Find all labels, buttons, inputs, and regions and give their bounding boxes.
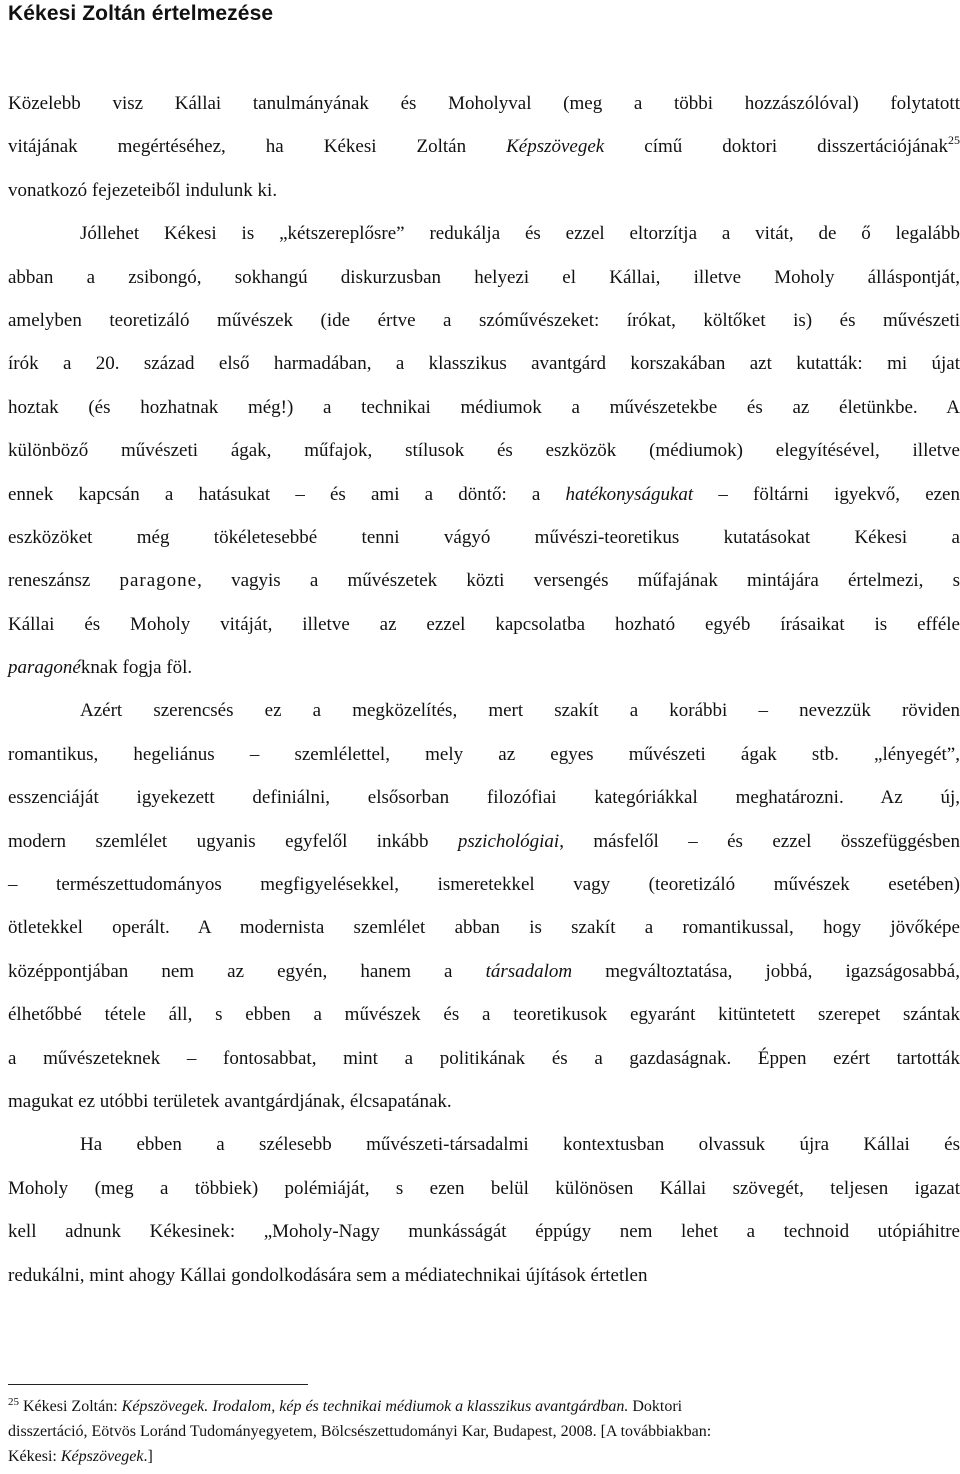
text-run: ennek kapcsán a hatásukat – és ami a döntő: a — [8, 483, 566, 505]
text-line — [8, 1444, 960, 1469]
footnote-separator — [8, 1384, 308, 1385]
text-run: romantikus, hegeliánus – szemlélettel, mely az egyes művészeti ágak stb. „lényegét”, — [8, 743, 960, 765]
text-run: eszközöket még tökéletesebbé tenni vágyó művészi-teoretikus kutatásokat Kékesi a — [8, 526, 960, 548]
italic-text: Képszövegek. Irodalom, kép és technikai médiumok a klasszikus avantgárdban. — [121, 1398, 629, 1415]
text-run: című doktori disszertációjának — [604, 136, 948, 158]
text-run: a művészeteknek – fontosabbat, mint a politikának és a gazdaságnak. Éppen ezért tartották — [8, 1047, 960, 1069]
text-run: , vagyis a művészetek közti versengés műfajának mintájára értelmezi, s — [197, 570, 960, 592]
text-run: magukat ez utóbbi területek avantgárdjának, élcsapatának. — [8, 1090, 452, 1112]
text-run: , másfelől – és ezzel összefüggésben — [559, 830, 960, 852]
text-line — [8, 342, 960, 385]
text-line — [8, 516, 960, 559]
page-title: Kékesi Zoltán értelmezése — [8, 2, 274, 25]
text-line — [8, 169, 960, 212]
italic-text: paragoné — [8, 657, 81, 679]
text-line — [8, 299, 960, 342]
text-line — [8, 1167, 960, 1210]
text-run: reneszánsz — [8, 570, 120, 592]
text-line — [8, 559, 960, 602]
text-run: abban a zsibongó, sokhangú diskurzusban helyezi el Kállai, illetve Moholy álláspontját, — [8, 266, 960, 288]
text-line — [8, 603, 960, 646]
text-line — [8, 993, 960, 1036]
main-text — [8, 82, 960, 1297]
text-line — [8, 429, 960, 472]
text-run: – természettudományos megfigyelésekkel, ismeretekkel vagy (teoretizáló művészek esetében) — [8, 874, 960, 896]
italic-text: hatékonyságukat — [565, 483, 694, 505]
text-line — [8, 212, 960, 255]
text-run: – föltárni igyekvő, ezen — [693, 483, 960, 505]
text-run: knak fogja föl. — [80, 657, 193, 679]
text-line — [8, 1254, 960, 1297]
text-run: esszenciáját igyekezett definiálni, elsősorban filozófiai kategóriákkal meghatározni. Az új, — [8, 787, 960, 809]
italic-text: pszichológiai — [457, 830, 560, 852]
italic-text: társadalom — [485, 960, 573, 982]
italic-text: Képszövegek — [60, 1448, 144, 1465]
text-line — [8, 386, 960, 429]
text-line — [8, 906, 960, 949]
text-run: középpontjában nem az egyén, hanem a — [8, 960, 486, 982]
footnote-marker: 25 — [8, 1396, 19, 1408]
text-run: Moholy (meg a többiek) polémiáját, s ezen belül különösen Kállai szövegét, teljesen igazat — [8, 1177, 960, 1199]
text-run: vitájának megértéséhez, ha Kékesi Zoltán — [8, 136, 507, 158]
text-run: amelyben teoretizáló művészek (ide értve a szóművészeket: írókat, költőket is) és művészeti — [8, 309, 960, 331]
text-run: különböző művészeti ágak, műfajok, stílusok és eszközök (médiumok) elegyítésével, illetve — [8, 440, 960, 462]
text-line — [8, 646, 960, 689]
text-run: disszertáció, Eötvös Loránd Tudományegyetem, Bölcsészettudományi Kar, Budapest, 2008. [A továbbiakban: — [8, 1423, 712, 1440]
text-run: Kékesi: — [8, 1448, 61, 1465]
text-line — [8, 1210, 960, 1253]
text-run: kell adnunk Kékesinek: „Moholy-Nagy munkásságát éppúgy nem lehet a technoid utópiáhitre — [8, 1221, 960, 1243]
text-run: Közelebb visz Kállai tanulmányának és Moholyval (meg a többi hozzászólóval) folytatott — [8, 93, 960, 114]
text-line — [8, 1123, 960, 1166]
footnote — [8, 1394, 960, 1469]
text-run: vonatkozó fejezeteiből indulunk ki. — [8, 179, 278, 201]
text-run: hoztak (és hozhatnak még!) a technikai médiumok a művészetekbe és az életünkbe. A — [8, 396, 960, 418]
text-run: Doktori — [628, 1398, 683, 1415]
text-line — [8, 473, 960, 516]
text-run: Ha ebben a szélesebb művészeti-társadalmi kontextusban olvassuk újra Kállai és — [80, 1134, 960, 1156]
text-run: Kékesi Zoltán: — [19, 1398, 122, 1415]
text-line — [8, 256, 960, 299]
text-run: élhetőbbé tétele áll, s ebben a művészek és a teoretikusok egyaránt kitüntetett szerepet szántak — [8, 1004, 960, 1026]
text-run: Azért szerencsés ez a megközelítés, mert szakít a korábbi – nevezzük röviden — [80, 700, 960, 722]
italic-text: Képszövegek — [506, 136, 605, 158]
text-line — [8, 863, 960, 906]
text-run: ötletekkel operált. A modernista szemlélet abban is szakít a romantikussal, hogy jövőképe — [8, 917, 960, 939]
text-run: modern szemlélet ugyanis egyfelől inkább — [8, 830, 458, 852]
text-run: megváltoztatása, jobbá, igazságosabbá, — [572, 960, 960, 982]
text-run: Kállai és Moholy vitáját, illetve az ezzel kapcsolatba hozható egyéb írásaikat is efféle — [8, 613, 960, 635]
text-run: .] — [143, 1448, 153, 1465]
text-line — [8, 776, 960, 819]
text-run: redukálni, mint ahogy Kállai gondolkodására sem a médiatechnikai újítások értetlen — [8, 1264, 648, 1286]
text-line — [8, 1419, 960, 1444]
text-line — [8, 733, 960, 776]
text-line — [8, 950, 960, 993]
text-line — [8, 1037, 960, 1080]
text-line — [8, 820, 960, 863]
text-run: Jóllehet Kékesi is „kétszereplősre” redukálja és ezzel eltorzítja a vitát, de ő legalább — [80, 223, 960, 245]
footnote-marker: 25 — [947, 133, 960, 148]
text-run: írók a 20. század első harmadában, a klasszikus avantgárd korszakában azt kutatták: mi újat — [8, 353, 960, 375]
text-line — [8, 1080, 960, 1123]
text-line — [8, 1394, 960, 1419]
text-run: paragone — [119, 570, 198, 592]
text-line — [8, 125, 960, 168]
text-line — [8, 82, 960, 125]
text-line — [8, 689, 960, 732]
